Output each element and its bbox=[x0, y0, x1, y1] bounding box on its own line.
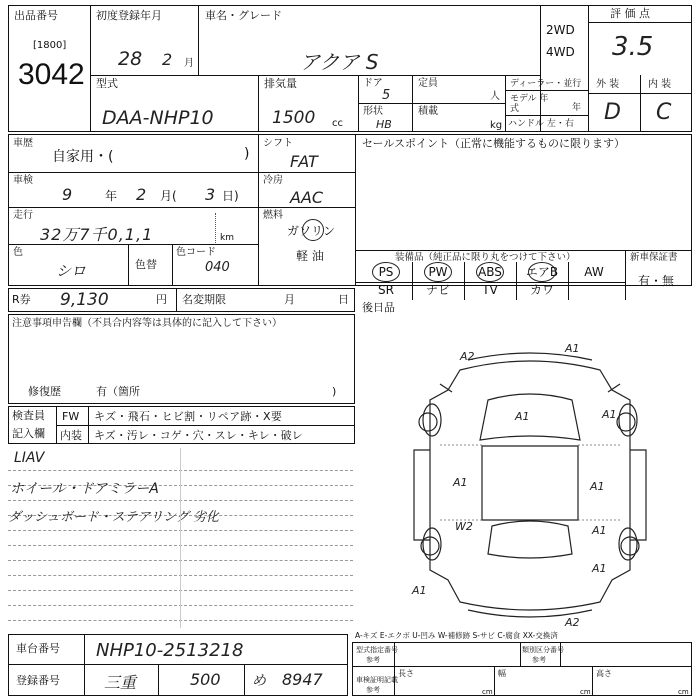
history-label: 車歴 bbox=[13, 138, 33, 149]
lot-number: 3042 bbox=[18, 58, 85, 91]
damage-mark: W2 bbox=[455, 520, 473, 533]
inspector-label-bottom: 記入欄 bbox=[12, 427, 45, 440]
damage-mark: A2 bbox=[565, 616, 580, 629]
reg-kana: め bbox=[252, 673, 266, 689]
damage-mark: A1 bbox=[590, 480, 605, 493]
warranty-label: 新車保証書 bbox=[630, 252, 678, 263]
cert3-label: 車検証明記載 bbox=[356, 676, 398, 684]
handwritten-note-3: ダッシュボード・ステアリング 劣化 bbox=[8, 510, 219, 525]
cert2-sub: 参考 bbox=[532, 656, 546, 664]
car-windshield bbox=[480, 394, 580, 440]
damage-mark: A1 bbox=[592, 562, 607, 575]
color-code-value: 040 bbox=[205, 260, 230, 275]
capacity-label: 定員 bbox=[418, 78, 438, 89]
displacement-label: 排気量 bbox=[264, 77, 297, 90]
displacement-value: 1500 bbox=[272, 108, 316, 128]
door-label: ドア bbox=[363, 78, 383, 89]
int-items: キズ・汚レ・コゲ・穴・スレ・キレ・破レ bbox=[94, 429, 303, 442]
equipment-circle bbox=[528, 262, 556, 282]
door-value: 5 bbox=[382, 88, 391, 103]
damage-mark: A1 bbox=[412, 584, 427, 597]
aftermarket-label: 後日品 bbox=[362, 301, 395, 314]
dealer-label: ディーラー・並行 bbox=[510, 79, 582, 89]
inspector-label-top: 検査員 bbox=[12, 409, 45, 422]
equipment-item: ABS bbox=[478, 265, 502, 279]
car-damage-diagram bbox=[380, 340, 680, 630]
name-change-day: 日 bbox=[338, 293, 349, 306]
shape-value: HB bbox=[376, 118, 392, 131]
insp-day: 3 bbox=[205, 185, 216, 204]
reg-number-label: 登録番号 bbox=[16, 674, 60, 687]
warranty-value: 有・無 bbox=[638, 274, 675, 288]
repair-label: 修復歴 bbox=[28, 385, 61, 398]
equipment-circle bbox=[476, 262, 504, 282]
reg-month-unit: 月 bbox=[184, 58, 194, 69]
reg-class: 500 bbox=[190, 670, 221, 689]
insp-year: 9 bbox=[62, 185, 73, 204]
model-label: 型式 bbox=[96, 77, 118, 90]
drive-4wd: 4WD bbox=[546, 45, 575, 59]
damage-mark: A2 bbox=[460, 350, 475, 363]
handwritten-note-1: LIAV bbox=[14, 450, 45, 466]
exterior-label: 外 装 bbox=[596, 79, 620, 90]
reg-date-label: 初度登録年月 bbox=[96, 9, 162, 22]
damage-mark: A1 bbox=[592, 524, 607, 537]
length-label: 長さ bbox=[398, 669, 414, 678]
recycle-unit: 円 bbox=[156, 293, 167, 306]
repair-value: 有（箇所 bbox=[96, 385, 140, 398]
color-value: シロ bbox=[56, 262, 87, 280]
shift-label: シフト bbox=[263, 138, 293, 149]
repair-close: ) bbox=[332, 385, 337, 398]
fw-label: FW bbox=[62, 410, 80, 423]
equipment-item: AW bbox=[584, 265, 604, 279]
load-unit: kg bbox=[490, 120, 503, 131]
insp-month: 2 bbox=[136, 185, 147, 204]
int-label: 内装 bbox=[60, 429, 82, 442]
fuel-gasoline: ガソリン bbox=[287, 224, 336, 238]
damage-mark: A1 bbox=[453, 476, 468, 489]
width-unit: cm bbox=[580, 688, 591, 696]
equipment-item: カワ bbox=[529, 283, 554, 297]
fw-items: キズ・飛石・ヒビ割・リペア跡・X要 bbox=[94, 410, 283, 423]
length-unit: cm bbox=[482, 688, 493, 696]
equipment-title: 装備品（純正品に限り丸をつけて下さい） bbox=[395, 252, 576, 263]
sales-point-label: セールスポイント（正常に機能するものに限ります） bbox=[362, 137, 626, 150]
ac-label: 冷房 bbox=[263, 175, 283, 186]
displacement-unit: cc bbox=[332, 118, 343, 129]
mark-circle-fl bbox=[419, 413, 437, 431]
fuel-circle bbox=[302, 219, 324, 241]
damage-mark: A1 bbox=[565, 342, 580, 355]
equipment-item: ナビ bbox=[425, 283, 450, 297]
exterior-grade: D bbox=[604, 100, 621, 125]
insp-month-unit: 月( bbox=[160, 189, 177, 203]
reg-month: 2 bbox=[162, 50, 173, 69]
name-grade-label: 車名・グレード bbox=[205, 9, 282, 22]
fuel-label: 燃料 bbox=[263, 210, 283, 221]
name-grade-value: アクア S bbox=[300, 50, 379, 74]
car-rear-window bbox=[488, 521, 572, 558]
drive-2wd: 2WD bbox=[546, 23, 575, 37]
name-change-label: 名変期限 bbox=[182, 293, 226, 306]
eval-label: 評 価 点 bbox=[610, 7, 650, 20]
equipment-item: PS bbox=[378, 265, 394, 279]
color-label: 色 bbox=[13, 247, 23, 258]
width-label: 幅 bbox=[498, 669, 506, 678]
inspection-label: 車検 bbox=[13, 175, 33, 186]
history-value: 自家用・( bbox=[52, 149, 114, 165]
equipment-item: SR bbox=[378, 283, 394, 297]
lot-sub: [1800] bbox=[33, 40, 67, 51]
equipment-item: エアB bbox=[525, 265, 559, 279]
cert1-sub: 参考 bbox=[366, 656, 380, 664]
car-roof bbox=[482, 446, 578, 520]
mileage-label: 走行 bbox=[13, 210, 33, 221]
history-close: ) bbox=[244, 146, 250, 162]
load-label: 積載 bbox=[418, 106, 438, 117]
mileage-value: 32万7千0,1,1 bbox=[40, 225, 154, 244]
chassis-label: 車台番号 bbox=[16, 642, 60, 655]
name-change-month: 月 bbox=[284, 293, 295, 306]
height-label: 高さ bbox=[596, 669, 612, 678]
mark-circle-fr bbox=[617, 413, 635, 431]
model-year-unit: 年 bbox=[572, 103, 582, 113]
interior-label: 内 装 bbox=[648, 79, 672, 90]
handle-label: ハンドル 左・右 bbox=[508, 119, 574, 129]
notes-label: 注意事項申告欄（不具合内容等は具体的に記入して下さい） bbox=[12, 318, 282, 329]
recycle-value: 9,130 bbox=[60, 290, 109, 310]
height-unit: cm bbox=[678, 688, 689, 696]
cert2-label: 類別区分番号 bbox=[522, 646, 564, 654]
handwritten-note-2: ホイール・ドアミラーA bbox=[10, 481, 159, 497]
shape-label: 形状 bbox=[363, 106, 383, 117]
interior-grade: C bbox=[656, 100, 672, 125]
equipment-item: TV bbox=[482, 283, 498, 297]
insp-day-unit: 日) bbox=[222, 189, 239, 203]
damage-legend: A-キズ E-エクボ U-凹み W-補修跡 S-サビ C-腐食 XX-交換済 bbox=[355, 631, 558, 640]
model-year-label: モデル 年式 bbox=[510, 94, 549, 114]
damage-mark: A1 bbox=[515, 410, 530, 423]
color-code-label: 色コード bbox=[176, 247, 216, 258]
ac-value: AAC bbox=[290, 188, 324, 207]
model-value: DAA-NHP10 bbox=[102, 107, 214, 129]
cert3-sub: 参考 bbox=[366, 686, 380, 694]
capacity-unit: 人 bbox=[490, 91, 500, 102]
equipment-item: PW bbox=[428, 265, 448, 279]
cert1-label: 型式指定番号 bbox=[356, 646, 398, 654]
eval-score: 3.5 bbox=[612, 32, 654, 62]
mileage-unit: km bbox=[220, 233, 234, 243]
insp-year-unit: 年 bbox=[105, 189, 118, 203]
shift-value: FAT bbox=[290, 152, 318, 171]
reg-region: 三重 bbox=[104, 673, 137, 692]
reg-year: 28 bbox=[118, 48, 143, 70]
chassis-value: NHP10-2513218 bbox=[96, 640, 244, 661]
color-change-label: 色替 bbox=[135, 258, 157, 271]
recycle-label: R券 bbox=[12, 293, 31, 306]
equipment-circle bbox=[372, 262, 400, 282]
lot-label: 出品番号 bbox=[14, 9, 58, 22]
reg-plate-number: 8947 bbox=[282, 670, 323, 689]
equipment-circle bbox=[424, 262, 452, 282]
fuel-diesel: 軽 油 bbox=[296, 249, 324, 263]
damage-mark: A1 bbox=[602, 408, 617, 421]
